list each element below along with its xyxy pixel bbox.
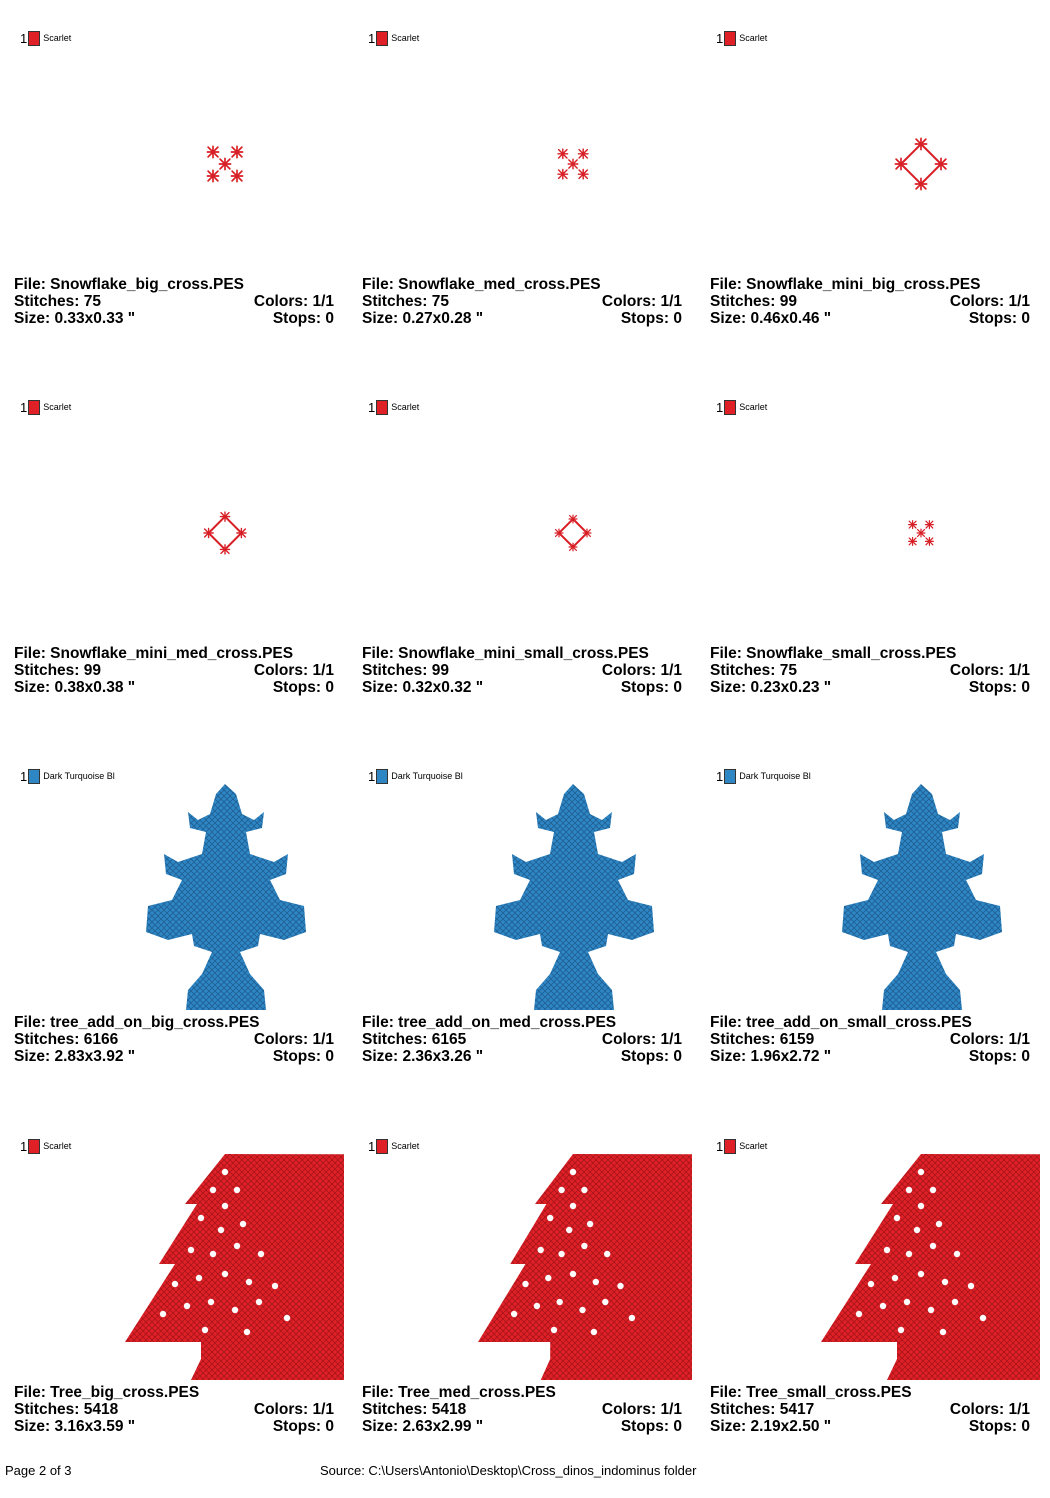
tree-dot: [284, 1315, 290, 1321]
tree-dot: [570, 1203, 576, 1209]
stop-count: Stops: 0: [272, 1048, 334, 1065]
snowflake-stitch: [558, 149, 568, 159]
snowflake-stitch: [569, 515, 577, 523]
snowflake-stitch: [925, 537, 933, 545]
color-count: Colors: 1/1: [253, 1031, 334, 1048]
tree-dot: [222, 1169, 228, 1175]
color-swatch: [28, 1139, 40, 1154]
stitch-count: Stitches: 99: [710, 293, 798, 310]
snowflake-stitch: [220, 512, 229, 521]
tree-dot: [246, 1279, 252, 1285]
thread-legend: [368, 1138, 419, 1154]
snowflake-stitch: [204, 528, 213, 537]
color-name: Scarlet: [739, 33, 768, 43]
tree-dot: [272, 1283, 278, 1289]
design-card: [710, 399, 1040, 759]
tree-dot: [551, 1327, 557, 1333]
color-count: Colors: 1/1: [601, 1031, 682, 1048]
design-size: Size: 0.38x0.38 ": [14, 679, 136, 696]
thread-legend: [20, 768, 115, 784]
tree-dot: [184, 1303, 190, 1309]
legend-number: 1: [20, 30, 28, 46]
snowflake-stitch: [915, 178, 926, 189]
snowflake-stitch: [583, 529, 591, 537]
tree-dot: [218, 1227, 224, 1233]
tree-dot: [904, 1299, 910, 1305]
thread-legend: [20, 1138, 71, 1154]
snowflake-stitch: [568, 159, 578, 169]
color-swatch: [376, 31, 388, 46]
tree-dot: [534, 1303, 540, 1309]
color-name: Dark Turquoise Bl: [739, 771, 811, 781]
tree-dot: [198, 1215, 204, 1221]
design-size: Size: 0.23x0.23 ": [710, 679, 832, 696]
tree-dot: [558, 1251, 564, 1257]
design-card: [14, 399, 344, 759]
color-swatch: [376, 1139, 388, 1154]
design-info: [14, 1014, 334, 1065]
snowflake-stitch: [558, 169, 568, 179]
color-count: Colors: 1/1: [949, 1031, 1030, 1048]
design-info: [710, 1384, 1030, 1435]
design-size: Size: 2.83x3.92 ": [14, 1048, 136, 1065]
snowflake-stitch: [207, 146, 218, 157]
snowflake-stitch: [909, 537, 917, 545]
tree-dot: [234, 1243, 240, 1249]
tree-dot: [898, 1327, 904, 1333]
design-preview: [14, 415, 344, 649]
snowflake-stitch: [231, 170, 242, 181]
file-name: File: Tree_med_cross.PES: [362, 1384, 556, 1401]
color-name: Dark Turquoise Bl: [391, 771, 463, 781]
design-preview: [362, 784, 692, 1018]
color-swatch: [28, 400, 40, 415]
thread-legend: [20, 399, 71, 415]
tree-dot: [234, 1187, 240, 1193]
design-info: [362, 1384, 682, 1435]
tree-dot: [940, 1329, 946, 1335]
tree-dot: [196, 1275, 202, 1281]
tree-dot: [952, 1299, 958, 1305]
tree-dot: [629, 1315, 635, 1321]
color-count: Colors: 1/1: [949, 662, 1030, 679]
tree-dot: [868, 1281, 874, 1287]
color-count: Colors: 1/1: [253, 662, 334, 679]
stitch-count: Stitches: 6159: [710, 1031, 815, 1048]
tree-dot: [892, 1275, 898, 1281]
color-count: Colors: 1/1: [253, 293, 334, 310]
color-swatch: [28, 769, 40, 784]
color-name: Scarlet: [739, 1141, 768, 1151]
tree-dot: [906, 1251, 912, 1257]
tree-dot: [558, 1187, 564, 1193]
thread-legend: [716, 399, 767, 415]
color-swatch: [376, 400, 388, 415]
stop-count: Stops: 0: [968, 310, 1030, 327]
snowflake-stitch: [578, 169, 588, 179]
color-name: Scarlet: [43, 402, 72, 412]
tree-dot: [918, 1203, 924, 1209]
file-name: File: Snowflake_med_cross.PES: [362, 276, 601, 293]
tree-dot: [930, 1187, 936, 1193]
design-info: [362, 645, 682, 696]
snowflake-stitch: [935, 158, 946, 169]
design-card: [14, 30, 344, 390]
tree-dot: [980, 1315, 986, 1321]
tree-dot: [244, 1329, 250, 1335]
stop-count: Stops: 0: [272, 679, 334, 696]
tree-dot: [914, 1227, 920, 1233]
stitch-count: Stitches: 5418: [14, 1401, 119, 1418]
tree-dot: [222, 1271, 228, 1277]
design-card: [710, 768, 1040, 1128]
snowflake-stitch: [207, 170, 218, 181]
color-count: Colors: 1/1: [601, 293, 682, 310]
legend-number: 1: [716, 1138, 724, 1154]
tree-addon-fill: [494, 784, 654, 1010]
color-count: Colors: 1/1: [949, 293, 1030, 310]
stop-count: Stops: 0: [272, 310, 334, 327]
design-info: [362, 276, 682, 327]
tree-dot: [880, 1303, 886, 1309]
design-size: Size: 0.46x0.46 ": [710, 310, 832, 327]
design-preview: [14, 1154, 344, 1388]
snowflake-stitch: [231, 146, 242, 157]
tree-fill: [821, 1154, 1040, 1380]
tree-dot: [172, 1281, 178, 1287]
snowflake-stitch: [917, 529, 925, 537]
stop-count: Stops: 0: [968, 1048, 1030, 1065]
legend-number: 1: [20, 1138, 28, 1154]
stitch-count: Stitches: 75: [14, 293, 102, 310]
tree-dot: [258, 1251, 264, 1257]
tree-dot: [856, 1311, 862, 1317]
legend-number: 1: [368, 30, 376, 46]
tree-dot: [884, 1247, 890, 1253]
thread-legend: [716, 768, 811, 784]
tree-dot: [617, 1283, 623, 1289]
tree-dot: [210, 1251, 216, 1257]
color-count: Colors: 1/1: [601, 1401, 682, 1418]
color-swatch: [724, 31, 736, 46]
stitch-count: Stitches: 6165: [362, 1031, 467, 1048]
design-info: [14, 645, 334, 696]
tree-dot: [256, 1299, 262, 1305]
thread-legend: [20, 30, 71, 46]
design-card: [362, 399, 692, 759]
snowflake-stitch: [895, 158, 906, 169]
color-name: Scarlet: [739, 402, 768, 412]
stop-count: Stops: 0: [620, 1418, 682, 1435]
thread-legend: [368, 30, 419, 46]
stop-count: Stops: 0: [620, 679, 682, 696]
design-card: [362, 1138, 692, 1498]
tree-dot: [511, 1311, 517, 1317]
tree-dot: [918, 1169, 924, 1175]
color-swatch: [724, 400, 736, 415]
design-card: [362, 30, 692, 390]
design-preview: [710, 415, 1040, 649]
design-info: [362, 1014, 682, 1065]
design-preview: [710, 46, 1040, 280]
file-name: File: Snowflake_small_cross.PES: [710, 645, 957, 662]
design-preview: [14, 46, 344, 280]
thread-legend: [368, 399, 419, 415]
tree-dot: [522, 1281, 528, 1287]
snowflake-stitch: [555, 529, 563, 537]
design-preview: [362, 46, 692, 280]
design-info: [710, 276, 1030, 327]
tree-dot: [188, 1247, 194, 1253]
design-info: [710, 1014, 1030, 1065]
tree-dot: [557, 1299, 563, 1305]
color-name: Scarlet: [43, 33, 72, 43]
tree-dot: [918, 1271, 924, 1277]
tree-dot: [602, 1299, 608, 1305]
design-size: Size: 2.63x2.99 ": [362, 1418, 484, 1435]
color-swatch: [376, 769, 388, 784]
tree-dot: [581, 1187, 587, 1193]
design-size: Size: 2.36x3.26 ": [362, 1048, 484, 1065]
snowflake-stitch: [578, 149, 588, 159]
file-name: File: Tree_small_cross.PES: [710, 1384, 912, 1401]
snowflake-stitch: [925, 521, 933, 529]
tree-dot: [954, 1251, 960, 1257]
design-card: [14, 768, 344, 1128]
tree-dot: [566, 1227, 572, 1233]
stitch-count: Stitches: 75: [362, 293, 450, 310]
color-name: Dark Turquoise Bl: [43, 771, 115, 781]
legend-number: 1: [368, 1138, 376, 1154]
design-info: [14, 1384, 334, 1435]
legend-number: 1: [20, 768, 28, 784]
source-path: Source: C:\Users\Antonio\Desktop\Cross_dinos_indominus folder: [320, 1463, 697, 1478]
color-name: Scarlet: [391, 33, 420, 43]
tree-dot: [579, 1307, 585, 1313]
tree-dot: [587, 1221, 593, 1227]
design-info: [14, 276, 334, 327]
stitch-count: Stitches: 5417: [710, 1401, 815, 1418]
snowflake-stitch: [569, 543, 577, 551]
tree-dot: [570, 1271, 576, 1277]
design-card: [710, 1138, 1040, 1498]
tree-addon-fill: [146, 784, 306, 1010]
legend-number: 1: [368, 399, 376, 415]
file-name: File: Snowflake_mini_med_cross.PES: [14, 645, 294, 662]
legend-number: 1: [368, 768, 376, 784]
tree-dot: [604, 1251, 610, 1257]
design-size: Size: 0.32x0.32 ": [362, 679, 484, 696]
snowflake-stitch: [237, 528, 246, 537]
legend-number: 1: [716, 30, 724, 46]
file-name: File: tree_add_on_big_cross.PES: [14, 1014, 260, 1031]
tree-dot: [581, 1243, 587, 1249]
design-card: [362, 768, 692, 1128]
snowflake-stitch: [219, 158, 230, 169]
design-preview: [710, 784, 1040, 1018]
snowflake-stitch: [915, 138, 926, 149]
color-count: Colors: 1/1: [949, 1401, 1030, 1418]
tree-dot: [232, 1307, 238, 1313]
color-name: Scarlet: [391, 1141, 420, 1151]
color-count: Colors: 1/1: [253, 1401, 334, 1418]
color-name: Scarlet: [391, 402, 420, 412]
color-name: Scarlet: [43, 1141, 72, 1151]
tree-dot: [894, 1215, 900, 1221]
file-name: File: tree_add_on_small_cross.PES: [710, 1014, 972, 1031]
stitch-count: Stitches: 75: [710, 662, 798, 679]
tree-dot: [906, 1187, 912, 1193]
design-card: [14, 1138, 344, 1498]
color-swatch: [724, 769, 736, 784]
file-name: File: Snowflake_mini_small_cross.PES: [362, 645, 649, 662]
tree-dot: [930, 1243, 936, 1249]
design-size: Size: 2.19x2.50 ": [710, 1418, 832, 1435]
thread-legend: [368, 768, 463, 784]
design-size: Size: 0.27x0.28 ": [362, 310, 484, 327]
tree-dot: [928, 1307, 934, 1313]
tree-fill: [125, 1154, 344, 1380]
color-count: Colors: 1/1: [601, 662, 682, 679]
color-swatch: [28, 31, 40, 46]
stop-count: Stops: 0: [620, 310, 682, 327]
design-size: Size: 1.96x2.72 ": [710, 1048, 832, 1065]
stitch-count: Stitches: 6166: [14, 1031, 119, 1048]
tree-dot: [936, 1221, 942, 1227]
design-card: [710, 30, 1040, 390]
tree-dot: [570, 1169, 576, 1175]
stop-count: Stops: 0: [620, 1048, 682, 1065]
design-info: [710, 645, 1030, 696]
stop-count: Stops: 0: [968, 679, 1030, 696]
tree-dot: [968, 1283, 974, 1289]
file-name: File: Tree_big_cross.PES: [14, 1384, 200, 1401]
tree-dot: [210, 1187, 216, 1193]
stitch-count: Stitches: 99: [362, 662, 450, 679]
tree-dot: [240, 1221, 246, 1227]
tree-dot: [545, 1275, 551, 1281]
color-swatch: [724, 1139, 736, 1154]
legend-number: 1: [20, 399, 28, 415]
thread-legend: [716, 30, 767, 46]
tree-dot: [591, 1329, 597, 1335]
file-name: File: tree_add_on_med_cross.PES: [362, 1014, 617, 1031]
snowflake-stitch: [220, 545, 229, 554]
design-preview: [710, 1154, 1040, 1388]
tree-dot: [547, 1215, 553, 1221]
stop-count: Stops: 0: [272, 1418, 334, 1435]
file-name: File: Snowflake_mini_big_cross.PES: [710, 276, 981, 293]
thread-legend: [716, 1138, 767, 1154]
stitch-count: Stitches: 5418: [362, 1401, 467, 1418]
stitch-count: Stitches: 99: [14, 662, 102, 679]
tree-dot: [222, 1203, 228, 1209]
tree-dot: [160, 1311, 166, 1317]
stop-count: Stops: 0: [968, 1418, 1030, 1435]
design-preview: [14, 784, 344, 1018]
tree-dot: [202, 1327, 208, 1333]
snowflake-stitch: [909, 521, 917, 529]
tree-dot: [593, 1279, 599, 1285]
legend-number: 1: [716, 768, 724, 784]
page-number: Page 2 of 3: [5, 1463, 72, 1478]
design-preview: [362, 415, 692, 649]
tree-dot: [942, 1279, 948, 1285]
tree-dot: [538, 1247, 544, 1253]
tree-addon-fill: [842, 784, 1002, 1010]
file-name: File: Snowflake_big_cross.PES: [14, 276, 244, 293]
legend-number: 1: [716, 399, 724, 415]
design-size: Size: 0.33x0.33 ": [14, 310, 136, 327]
design-size: Size: 3.16x3.59 ": [14, 1418, 136, 1435]
tree-dot: [208, 1299, 214, 1305]
design-preview: [362, 1154, 692, 1388]
